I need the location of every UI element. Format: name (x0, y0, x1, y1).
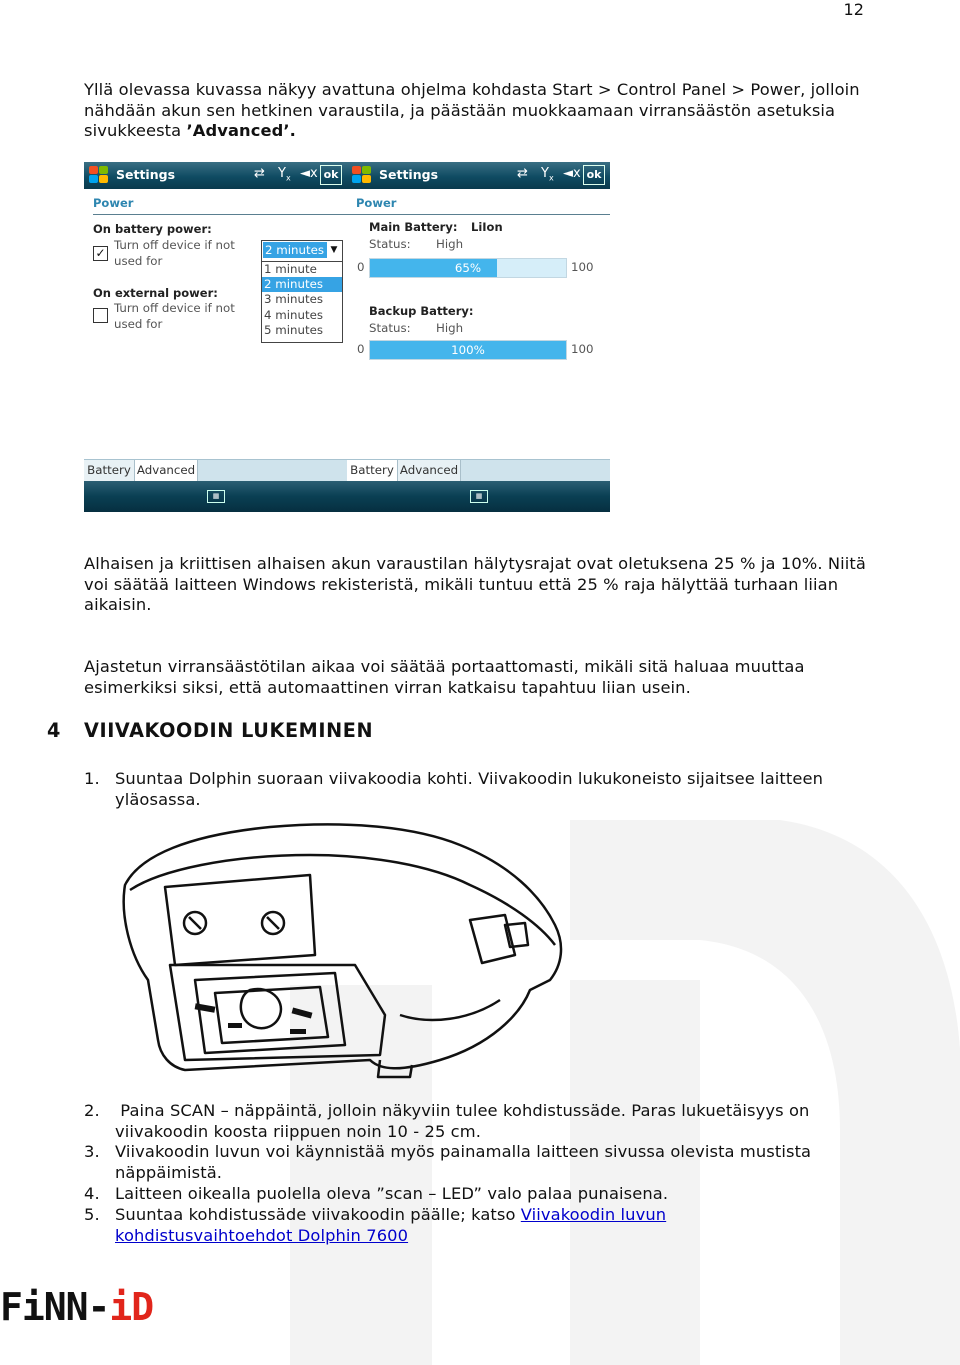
on-external-label: On external power: (93, 286, 218, 300)
signal-icon[interactable]: $Y_x$ (278, 166, 291, 183)
step-text: Viivakoodin luvun voi käynnistää myös painamalla laitteen sivussa olevista mustista näppäimistä. (115, 1142, 812, 1182)
tab-advanced[interactable]: Advanced (135, 460, 198, 481)
bar-max: 100 (571, 342, 594, 356)
volume-icon[interactable]: ◄x (563, 166, 581, 181)
tab-bar (347, 459, 610, 482)
window-title: Settings (379, 167, 439, 182)
step-text: Laitteen oikealla puolella oleva ”scan – LED” valo palaa punaisena. (115, 1184, 669, 1203)
bar-min: 0 (357, 342, 365, 356)
section-title: Power (93, 196, 134, 210)
main-battery-label: Main Battery: (369, 220, 458, 234)
status-label: Status: (369, 321, 411, 335)
step-text: Paina SCAN – näppäintä, jolloin näkyviin tulee kohdistussäde. Paras lukuetäisyys on viivakoodin koosta riippuen noin 10 - 25 cm. (115, 1101, 815, 1141)
keyboard-icon[interactable]: ▦ (207, 490, 225, 503)
volume-icon[interactable]: ◄x (300, 166, 318, 181)
intro-bold: ’Advanced’. (186, 121, 296, 141)
keyboard-icon[interactable]: ▦ (470, 490, 488, 503)
status-value: High (436, 321, 464, 335)
step-number: 5. (84, 1205, 100, 1224)
signal-icon[interactable]: $Y_x$ (541, 166, 554, 183)
intro-paragraph (84, 80, 874, 142)
turn-off-label-1: Turn off device if not (114, 238, 235, 252)
battery-timeout-checkbox[interactable]: ✓ (93, 246, 108, 261)
title-bar (84, 162, 347, 189)
external-timeout-checkbox[interactable] (93, 308, 108, 323)
dropdown-option[interactable]: 2 minutes (262, 277, 342, 292)
menu-bar (84, 481, 347, 512)
dropdown-option[interactable]: 1 minute (264, 262, 317, 276)
backup-battery-bar (369, 340, 567, 360)
connectivity-icon[interactable]: ⇄ (254, 166, 265, 181)
section-heading: VIIVAKOODIN LUKEMINEN (84, 719, 374, 742)
menu-bar (347, 481, 610, 512)
status-value: High (436, 237, 464, 251)
dolphin-targeting-link[interactable]: Viivakoodin luvun kohdistusvaihtoehdot Dolphin 7600 (115, 1205, 667, 1245)
main-battery-bar (369, 258, 567, 278)
used-for-label-1: used for (114, 254, 163, 268)
bar-min: 0 (357, 260, 365, 274)
dropdown-option[interactable]: 4 minutes (264, 307, 324, 322)
backup-battery-percent: 100% (451, 343, 485, 357)
turn-off-label-2: Turn off device if not (114, 301, 235, 315)
logo-text-red: iD (109, 1285, 154, 1329)
section-divider (93, 214, 347, 215)
intro-text: Yllä olevassa kuvassa näkyy avattuna ohjelma kohdasta Start > Control Panel > Power, jolloin nähdään akun sen hetkinen varaustila, ja päästään muokkaamaan virransäästön asetuksia sivukkeesta (84, 80, 860, 141)
step-text-main: Suuntaa kohdistussäde viivakoodin päälle; katso (115, 1205, 521, 1224)
timer-paragraph: Ajastetun virransäästötilan aikaa voi säätää portaattomasti, mikäli sitä haluaa muuttaa esimerkiksi siksi, että automaattinen virran katkaisu tapahtuu liian usein. (84, 657, 805, 697)
step-number: 4. (84, 1184, 100, 1203)
step-number: 2. (84, 1101, 100, 1120)
window-title: Settings (116, 167, 176, 182)
settings-screenshot-battery (347, 162, 610, 512)
on-battery-label: On battery power: (93, 222, 212, 236)
dropdown-list (261, 261, 343, 343)
dropdown-option[interactable]: 3 minutes (264, 292, 324, 307)
step-text (115, 1205, 715, 1246)
ok-button[interactable]: ok (583, 165, 605, 185)
chevron-down-icon[interactable]: ▼ (330, 245, 338, 255)
page-number: 12 (843, 0, 864, 19)
title-bar (347, 162, 610, 189)
bar-max: 100 (571, 260, 594, 274)
finn-id-logo (0, 1285, 153, 1329)
section-number: 4 (47, 719, 61, 742)
status-label: Status: (369, 237, 411, 251)
main-battery-percent: 65% (454, 261, 482, 275)
section-title: Power (356, 196, 397, 210)
step-number: 1. (84, 769, 100, 788)
dropdown-value: 2 minutes (263, 242, 327, 258)
step-text: Suuntaa Dolphin suoraan viivakoodia kohti. Viivakoodin lukukoneisto sijaitsee laitteen yläosassa. (115, 769, 824, 809)
logo-text-black: FiNN- (0, 1285, 110, 1329)
windows-start-icon[interactable] (89, 166, 109, 185)
tab-advanced[interactable]: Advanced (398, 460, 461, 481)
settings-screenshot-advanced (84, 162, 347, 512)
timeout-dropdown[interactable] (261, 240, 343, 262)
tab-battery[interactable]: Battery (84, 460, 135, 481)
section-divider (347, 214, 610, 215)
used-for-label-2: used for (114, 317, 163, 331)
main-battery-type: LiIon (471, 220, 503, 234)
ok-button[interactable]: ok (320, 165, 342, 185)
backup-battery-label: Backup Battery: (369, 304, 474, 318)
tab-battery[interactable]: Battery (347, 460, 398, 481)
tab-bar (84, 459, 347, 482)
dropdown-option[interactable]: 5 minutes (264, 322, 324, 337)
scanner-illustration (110, 815, 570, 1080)
connectivity-icon[interactable]: ⇄ (517, 166, 528, 181)
alarm-paragraph: Alhaisen ja kriittisen alhaisen akun varaustilan hälytysrajat ovat oletuksena 25 % ja 10%. Niitä voi säätää laitteen Windows rekisteristä, mikäli tuntuu että 25 % raja hälyttää turhaan liian aikaisin. (84, 554, 866, 615)
step-number: 3. (84, 1142, 100, 1161)
windows-start-icon[interactable] (352, 166, 372, 185)
